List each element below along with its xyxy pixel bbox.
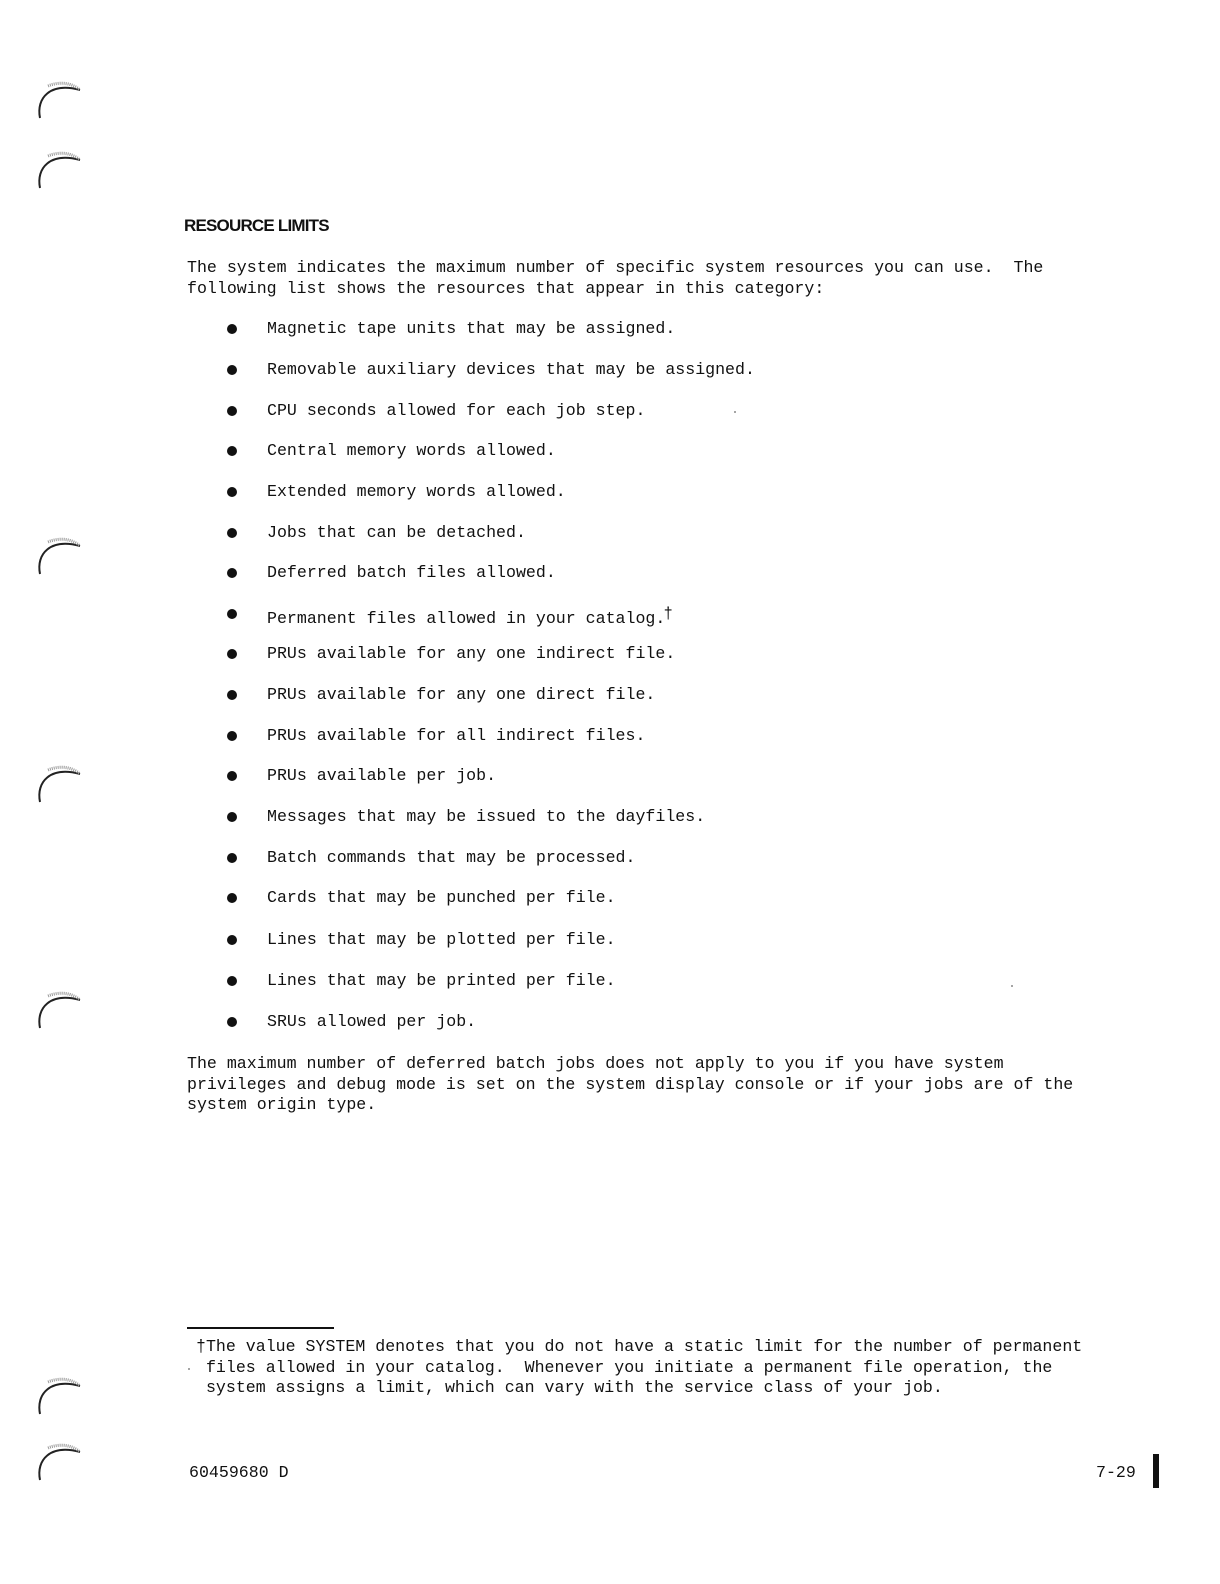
scan-speck xyxy=(1011,985,1013,987)
list-item-text: Removable auxiliary devices that may be assigned. xyxy=(267,360,755,379)
list-item-text: PRUs available per job. xyxy=(267,766,497,785)
bullet-icon xyxy=(227,528,237,538)
list-item-text xyxy=(267,603,673,630)
bullet-icon xyxy=(227,812,237,822)
list-item-text: SRUs allowed per job. xyxy=(267,1012,477,1031)
list-item-text: PRUs available for any one indirect file. xyxy=(267,644,676,663)
list-item-text: PRUs available for all indirect files. xyxy=(267,726,646,745)
binder-hole-mark xyxy=(30,534,86,580)
bullet-icon xyxy=(227,690,237,700)
bullet-icon xyxy=(227,568,237,578)
closing-paragraph: The maximum number of deferred batch jobs does not apply to you if you have system privileges and debug mode is set on the system display console or if your jobs are of the system origin type. xyxy=(187,1054,1074,1114)
binder-hole-mark xyxy=(30,762,86,808)
bullet-icon xyxy=(227,609,237,619)
list-item-text: Messages that may be issued to the dayfiles. xyxy=(267,807,706,826)
publication-number: 60459680 D xyxy=(189,1463,289,1482)
list-item-text: PRUs available for any one direct file. xyxy=(267,685,656,704)
bullet-icon xyxy=(227,893,237,903)
bullet-icon xyxy=(227,731,237,741)
bullet-icon xyxy=(227,649,237,659)
bullet-icon xyxy=(227,853,237,863)
change-bar xyxy=(1153,1454,1159,1488)
section-heading: RESOURCE LIMITS xyxy=(184,216,329,235)
footnote-rule xyxy=(187,1327,334,1329)
intro-paragraph: The system indicates the maximum number of specific system resources you can use. The following list shows the resources that appear in this category: xyxy=(187,258,1044,298)
list-item-text: Lines that may be printed per file. xyxy=(267,971,616,990)
scan-speck xyxy=(188,1368,190,1370)
bullet-icon xyxy=(227,771,237,781)
bullet-icon xyxy=(227,446,237,456)
list-item-text: Extended memory words allowed. xyxy=(267,482,566,501)
binder-hole-mark xyxy=(30,148,86,194)
scan-speck xyxy=(734,411,736,413)
bullet-icon xyxy=(227,935,237,945)
list-item-text: Magnetic tape units that may be assigned. xyxy=(267,319,676,338)
list-item-text: Cards that may be punched per file. xyxy=(267,888,616,907)
bullet-icon xyxy=(227,365,237,375)
list-item-text: Batch commands that may be processed. xyxy=(267,848,636,867)
bullet-icon xyxy=(227,406,237,416)
footnote: †The value SYSTEM denotes that you do not have a static limit for the number of permanent files allowed in your catalog. Whenever you initiate a permanent file operation, the system assigns a limit, which can vary with the service class of your job. xyxy=(196,1337,1083,1397)
list-item-text: Central memory words allowed. xyxy=(267,441,556,460)
page-number: 7-29 xyxy=(1096,1463,1136,1482)
binder-hole-mark xyxy=(30,1374,86,1420)
list-item-text: Lines that may be plotted per file. xyxy=(267,930,616,949)
bullet-icon xyxy=(227,487,237,497)
bullet-icon xyxy=(227,1017,237,1027)
bullet-icon xyxy=(227,324,237,334)
binder-hole-mark xyxy=(30,1440,86,1486)
binder-hole-mark xyxy=(30,78,86,124)
footnote-marker: † xyxy=(663,605,673,623)
binder-hole-mark xyxy=(30,988,86,1034)
list-item-text: Jobs that can be detached. xyxy=(267,523,526,542)
list-item-text: Deferred batch files allowed. xyxy=(267,563,556,582)
bullet-icon xyxy=(227,976,237,986)
list-item-label: Permanent files allowed in your catalog. xyxy=(267,609,666,628)
list-item-text: CPU seconds allowed for each job step. xyxy=(267,401,646,420)
